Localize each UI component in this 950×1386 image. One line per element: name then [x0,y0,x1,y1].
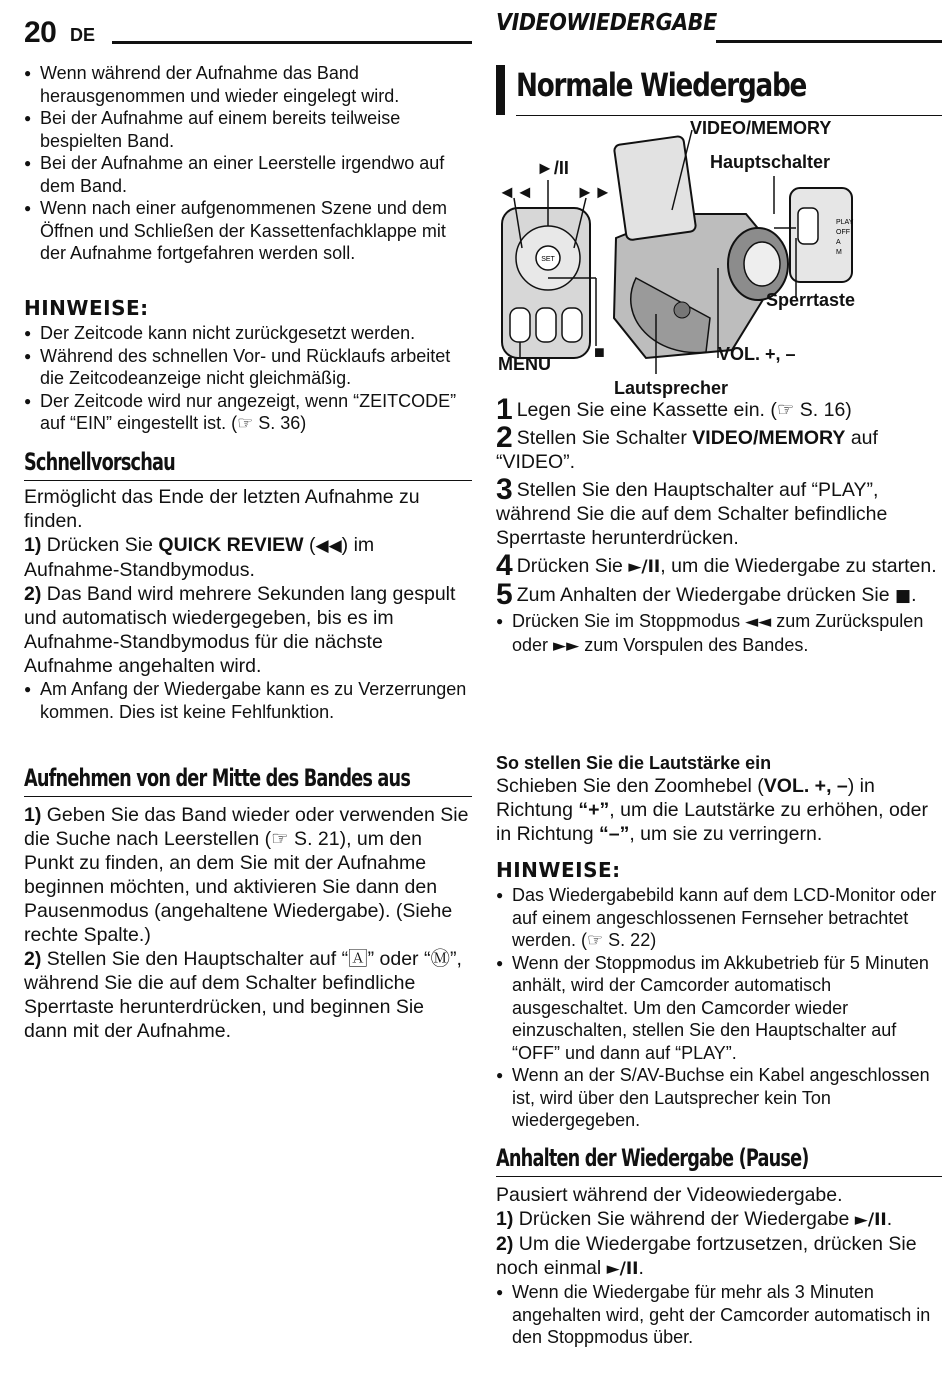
step-number: 1) [24,804,42,826]
bold-text: VOL. +, – [763,775,848,797]
step-number: 5 [496,578,513,611]
step-text: . [638,1257,644,1279]
label-play-pause: ►/II [536,158,569,178]
section-tag [496,10,942,46]
step-number: 2) [24,583,42,605]
volume-heading: So stellen Sie die Lautstärke ein [496,753,772,773]
step-bold: VIDEO/MEMORY [692,427,846,449]
step-1 [496,1207,942,1232]
list-item: ● Wenn der Stoppmodus im Akkubetrieb für 5 Minuten anhält, wird der Camcorder automatisch ausgeschaltet. Um den Camcorder wieder einzuschalten, stellen Sie den Hauptschalter auf “OFF” und dann auf “PLAY”. [496,952,942,1065]
label-sperrtaste: Sperrtaste [766,290,856,310]
notes-block [496,858,942,1132]
notes-heading: HINWEISE: [496,858,621,882]
step-number: 1 [496,393,513,426]
bold-text: “–” [598,823,630,845]
list-item: ● Bei der Aufnahme an einer Leerstelle irgendwo auf dem Band. [24,152,472,197]
text: ) in Richtung [496,775,875,821]
label-menu: MENU [498,354,551,374]
play-pause-icon: ►/II [854,1210,887,1230]
step-number: 1) [496,1208,514,1230]
camcorder-diagram [496,118,942,400]
volume-section [496,752,942,846]
page-number: 20 [24,16,57,49]
text: Schieben Sie den Zoomhebel ( [496,775,764,797]
section-heading: Anhalten der Wiedergabe (Pause) [496,1144,809,1172]
label-lautsprecher: Lautsprecher [614,378,729,398]
list-item: ● Wenn die Wiedergabe für mehr als 3 Minuten angehalten wird, geht der Camcorder automatisch in den Stoppmodus über. [496,1281,942,1349]
intro-bullet-list [24,62,472,265]
section-heading: Schnellvorschau [24,448,175,476]
title-rule [516,115,942,116]
step-text: auf “VIDEO”. [496,427,878,473]
label-rewind: ◄◄ [498,182,534,202]
step-text: Drücken Sie [46,534,159,556]
step-text: ( [303,534,316,556]
step-1 [24,803,472,947]
mitte-section [24,764,472,1043]
section-tag-label: VIDEOWIEDERGABE [496,10,717,36]
step-2 [24,582,472,678]
step-text: Zum Anhalten der Wiedergabe drücken Sie [516,584,895,606]
page-language: DE [70,25,96,45]
bullet-text: zum Vorspulen des Bandes. [579,634,809,655]
step-2 [496,1232,942,1281]
header-rule [112,41,472,44]
list-item: ● Der Zeitcode wird nur angezeigt, wenn “ZEITCODE” auf “EIN” eingestellt ist. (☞ S. 36) [24,390,472,435]
speaker [674,302,690,318]
step-text: Um die Wiedergabe fortzusetzen, drücken Sie noch einmal [496,1233,917,1279]
step-number: 1) [24,534,42,556]
heading-rule [496,1176,942,1177]
notes-heading: HINWEISE: [24,296,149,320]
step-1 [24,533,472,582]
play-pause-icon: ►/II [628,557,661,577]
section-tag-rule [716,40,942,43]
volume-text [496,774,942,846]
svg-text:M: M [836,249,842,256]
step-4 [496,549,942,582]
label-stop: ■ [594,342,605,362]
step-text: . [886,1208,893,1230]
list-item: ● Am Anfang der Wiedergabe kann es zu Verzerrungen kommen. Dies ist keine Fehlfunktion. [24,678,472,723]
label-video-memory: VIDEO/MEMORY [690,118,832,138]
list-item: ● Wenn nach einer aufgenommenen Szene und dem Öffnen und Schließen der Kassettenfachklappe mit der Aufnahme fortgefahren werden soll. [24,197,472,265]
label-hauptschalter: Hauptschalter [710,152,831,172]
play-pause-icon: ►/II [606,1259,639,1279]
svg-text:A: A [836,239,841,246]
page-title: Normale Wiedergabe [516,66,807,104]
step-number: 2) [24,948,42,970]
list-item: ● Wenn während der Aufnahme das Band herausgenommen und wieder eingelegt wird. [24,62,472,107]
heading-rule [24,480,472,481]
step-number: 3 [496,473,513,506]
text: , um die Lautstärke zu erhöhen, oder in Richtung [496,799,928,845]
step-5 [496,578,942,611]
step-text: Geben Sie das Band wieder oder verwenden Sie die Suche nach Leerstellen (☞ S. 21), um den Punkt zu finden, an dem Sie mit der Aufnahme beginnen möchten, und aktivieren Sie dann den Pausenmodus (angehaltene Wiedergabe). (Siehe rechte Spalte.) [24,804,469,946]
heading-rule [24,796,472,797]
lcd-panel [614,136,697,241]
step-text: Stellen Sie den Hauptschalter auf “🄰” oder “Ⓜ”, während Sie die auf dem Schalter befindliche Sperrtaste herunterdrücken, und beginnen Sie dann mit der Aufnahme. [24,948,462,1042]
svg-text:PLAY: PLAY [836,219,854,226]
step-text: Stellen Sie den Hauptschalter auf “PLAY”, während Sie die auf dem Schalter befindliche Sperrtaste herunterdrücken. [496,479,888,549]
fast-forward-icon: ►► [553,635,580,656]
list-item: ● Der Zeitcode kann nicht zurückgesetzt werden. [24,322,472,345]
list-item [496,610,942,657]
pause-section [496,1144,942,1349]
list-item: ● Während des schnellen Vor- und Rücklaufs arbeitet die Zeitcodeanzeige nicht gleichmäßig. [24,345,472,390]
label-fast-forward: ►► [576,182,612,202]
step-number: 2) [496,1233,514,1255]
bullet-text: zum Zurückspulen oder [512,611,924,655]
step-text: Drücken Sie [516,555,629,577]
stop-icon: ■ [895,586,912,606]
rewind-icon: ◀◀ [315,536,342,556]
title-bar [496,65,505,115]
step-2 [24,947,472,1043]
section-heading: Aufnehmen von der Mitte des Bandes aus [24,764,411,792]
step-bold: QUICK REVIEW [158,534,304,556]
step-text: Drücken Sie während der Wiedergabe [518,1208,855,1230]
section-intro: Pausiert während der Videowiedergabe. [496,1184,843,1206]
step-text: Stellen Sie Schalter [516,427,693,449]
rewind-icon: ◄◄ [745,612,772,632]
label-volume: VOL. +, – [718,344,796,364]
step-number: 4 [496,549,513,582]
step-text: Legen Sie eine Kassette ein. (☞ S. 16) [516,399,852,421]
step-3 [496,473,942,550]
schnellvorschau-section [24,448,472,723]
section-intro: Ermöglicht das Ende der letzten Aufnahme zu finden. [24,486,420,532]
svg-text:SET: SET [541,256,555,263]
step-text: Das Band wird mehrere Sekunden lang gespult und automatisch wiedergegeben, bis es im Aufnahme-Standbymodus für die nächste Aufnahme angehalten wird. [24,583,456,677]
svg-text:OFF: OFF [836,229,850,236]
page-header [24,14,472,54]
step-text: . [911,584,917,606]
list-item: ● Bei der Aufnahme auf einem bereits teilweise bespielten Band. [24,107,472,152]
bullet-text: Drücken Sie im Stoppmodus [512,611,746,631]
list-item: ● Wenn an der S/AV-Buchse ein Kabel angeschlossen ist, wird über den Lautsprecher kein Ton wiedergegeben. [496,1064,942,1132]
steps-list [496,393,942,657]
bold-text: “+” [578,799,610,821]
step-text: , um die Wiedergabe zu starten. [660,555,937,577]
list-item: ● Das Wiedergabebild kann auf dem LCD-Monitor oder auf einem angeschlossenen Fernseher betrachtet werden. (☞ S. 22) [496,884,942,952]
text: , um sie zu verringern. [629,823,823,845]
step-1 [496,393,942,426]
step-text: ) im Aufnahme-Standbymodus. [24,534,375,581]
step-number: 2 [496,421,513,454]
step-2 [496,421,942,474]
notes-block [24,296,472,435]
